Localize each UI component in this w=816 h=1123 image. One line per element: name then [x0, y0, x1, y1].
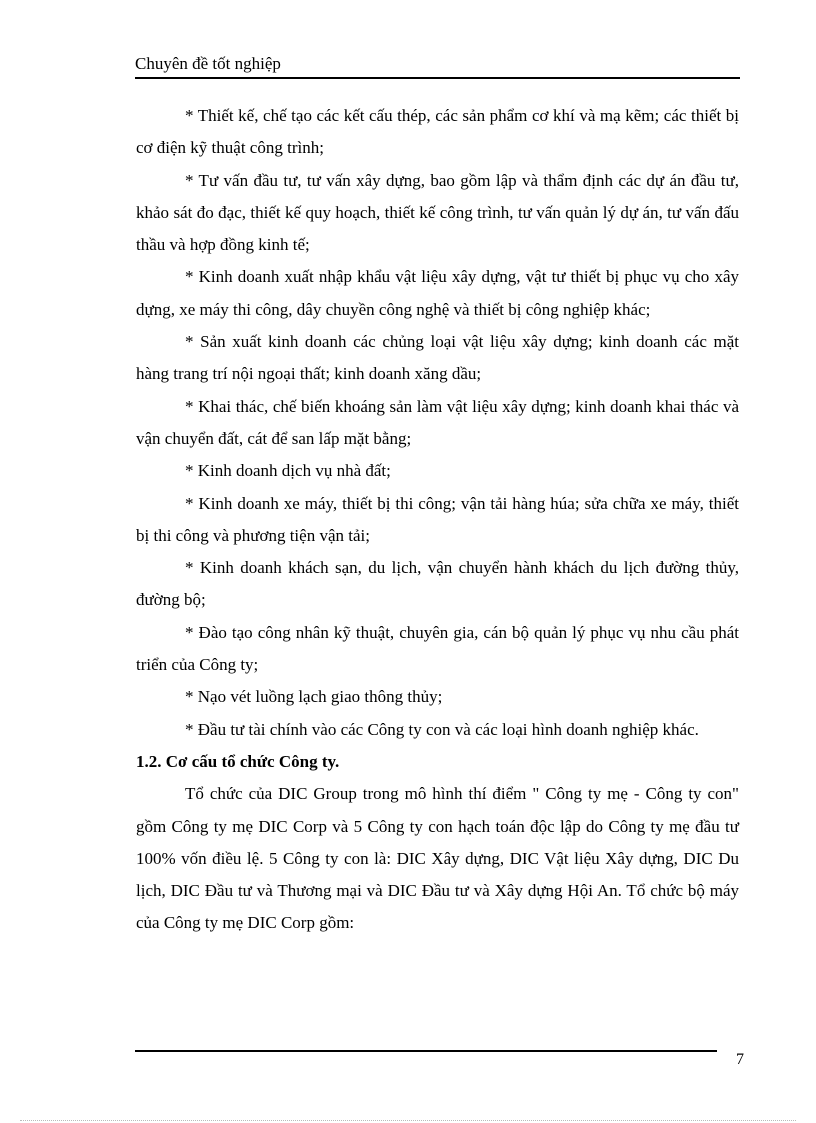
page-edge-dotted-line [20, 1120, 796, 1121]
header-title: Chuyên đề tốt nghiệp [135, 54, 281, 73]
paragraph-real-estate: * Kinh doanh dịch vụ nhà đất; [185, 461, 391, 481]
paragraph-tourism: * Kinh doanh khách sạn, du lịch, vận chuyển hành khách du lịch đường thủy, đường bộ; [136, 558, 739, 610]
paragraph-import-export: * Kinh doanh xuất nhập khẩu vật liệu xây dựng, vật tư thiết bị phục vụ cho xây dựng, xe máy thi công, dây chuyền công nghệ và thiết bị công nghiệp khác; [136, 267, 739, 319]
document-body [136, 100, 739, 940]
paragraph-financial-investment: * Đầu tư tài chính vào các Công ty con và các loại hình doanh nghiệp khác. [185, 719, 699, 739]
paragraph-steel-fabrication: * Thiết kế, chế tạo các kết cấu thép, các sản phẩm cơ khí và mạ kẽm; các thiết bị cơ điện kỹ thuật công trình; [136, 106, 739, 158]
paragraph-investment-consulting: * Tư vấn đầu tư, tư vấn xây dựng, bao gồm lập và thẩm định các dự án đầu tư, khảo sát đo đạc, thiết kế quy hoạch, thiết kế công trình, tư vấn quản lý dự án, tư vấn đấu thầu và hợp đồng kinh tế; [136, 170, 739, 255]
paragraph-dredging: * Nạo vét luồng lạch giao thông thủy; [185, 687, 443, 707]
page-number: 7 [736, 1051, 744, 1068]
footer-rule [135, 1050, 717, 1052]
paragraph-mining: * Khai thác, chế biến khoáng sản làm vật liệu xây dựng; kinh doanh khai thác và vận chuyển đất, cát để san lấp mặt bằng; [136, 396, 739, 448]
page-header [135, 52, 740, 76]
paragraph-training: * Đào tạo công nhân kỹ thuật, chuyên gia, cán bộ quản lý phục vụ nhu cầu phát triển của Công ty; [136, 622, 739, 675]
paragraph-materials-production: * Sản xuất kinh doanh các chủng loại vật liệu xây dựng; kinh doanh các mặt hàng trang trí nội ngoại thất; kinh doanh xăng dầu; [136, 332, 739, 384]
section-heading: 1.2. Cơ cấu tổ chức Công ty. [136, 751, 340, 771]
header-rule [135, 77, 740, 79]
paragraph-machinery: * Kinh doanh xe máy, thiết bị thi công; vận tải hàng húa; sửa chữa xe máy, thiết bị thi công và phương tiện vận tải; [136, 493, 739, 545]
section-paragraph: Tổ chức của DIC Group trong mô hình thí điểm " Công ty mẹ - Công ty con" gồm Công ty mẹ DIC Corp và 5 Công ty con hạch toán độc lập do Công ty mẹ đầu tư 100% vốn điều lệ. 5 Công ty con là: DIC Xây dựng, DIC Vật liệu Xây dựng, DIC Du lịch, DIC Đầu tư và Thương mại và DIC Đầu tư và Xây dựng Hội An. Tổ chức bộ máy của Công ty mẹ DIC Corp gồm: [136, 784, 739, 933]
